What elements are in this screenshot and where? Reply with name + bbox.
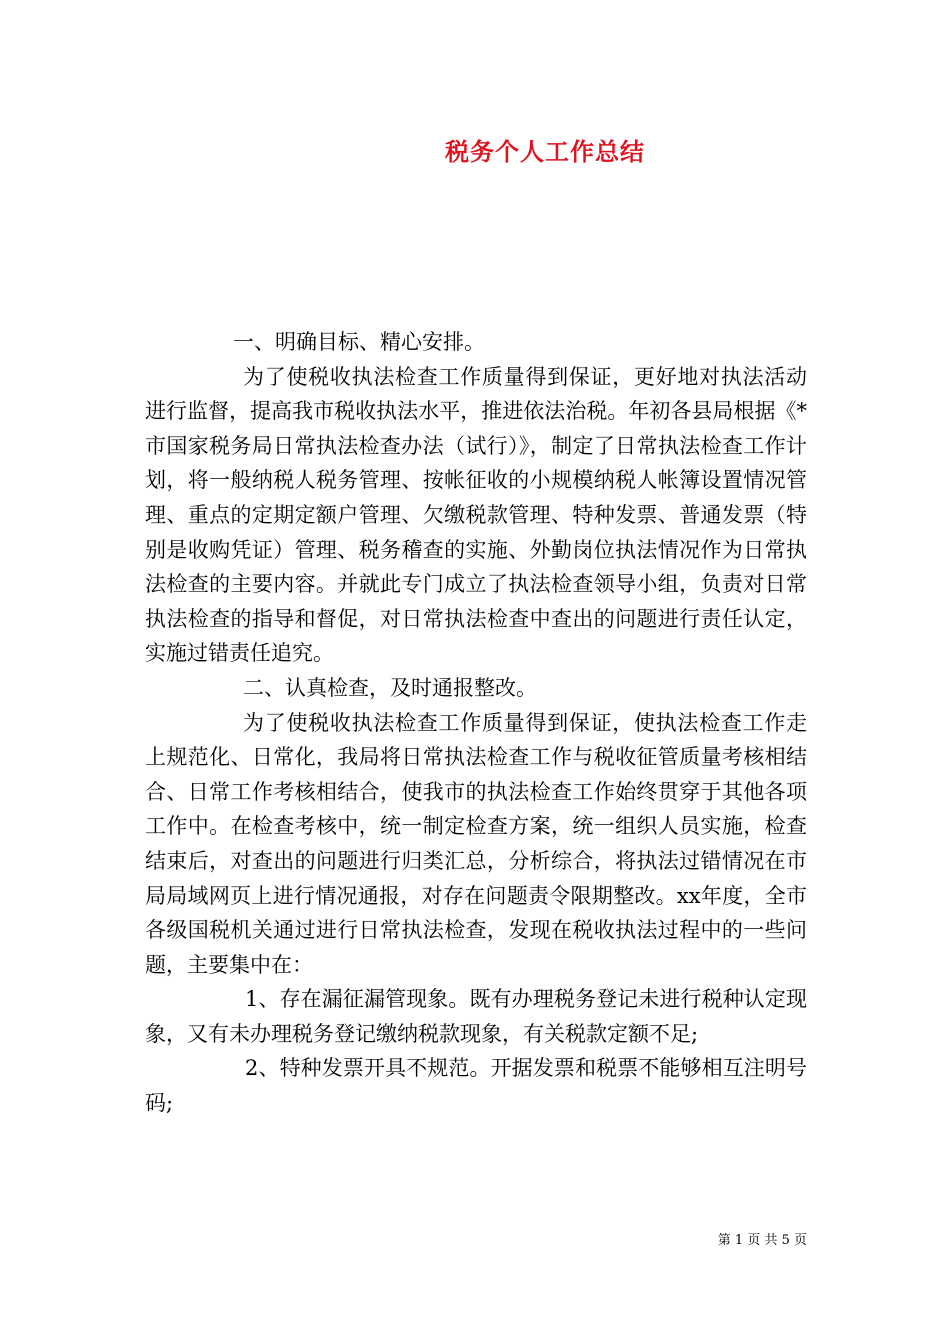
page-footer: 第 1 页 共 5 页 <box>717 1233 807 1248</box>
list-item-1: 1、存在漏征漏管现象。既有办理税务登记未进行税种认定现象，又有未办理税务登记缴纳税款现象，有关税款定额不足; <box>145 987 807 1046</box>
document-body <box>145 325 807 1121</box>
document-title: 税务个人工作总结 <box>445 138 645 166</box>
section-heading-2: 二、认真检查，及时通报整改。 <box>243 675 537 700</box>
paragraph-1: 为了使税收执法检查工作质量得到保证，更好地对执法活动进行监督，提高我市税收执法水平，推进依法治税。年初各县局根据《*市国家税务局日常执法检查办法（试行）》，制定了日常执法检查工作计划，将一般纳税人税务管理、按帐征收的小规模纳税人帐簿设置情况管理、重点的定期定额户管理、欠缴税款管理、特种发票、普通发票（特别是收购凭证）管理、税务稽查的实施、外勤岗位执法情况作为日常执法检查的主要内容。并就此专门成立了执法检查领导小组，负责对日常执法检查的指导和督促，对日常执法检查中查出的问题进行责任认定，实施过错责任追究。 <box>145 364 807 666</box>
list-item-2: 2、特种发票开具不规范。开据发票和税票不能够相互注明号码; <box>145 1056 807 1116</box>
paragraph-2: 为了使税收执法检查工作质量得到保证，使执法检查工作走上规范化、日常化，我局将日常执法检查工作与税收征管质量考核相结合、日常工作考核相结合，使我市的执法检查工作始终贯穿于其他各项工作中。在检查考核中，统一制定检查方案，统一组织人员实施，检查结束后，对查出的问题进行归类汇总，分析综合，将执法过错情况在市局局域网页上进行情况通报，对存在问题责令限期整改。xx年度，全市各级国税机关通过进行日常执法检查，发现在税收执法过程中的一些问题，主要集中在： <box>145 710 807 977</box>
section-heading-1: 一、明确目标、精心安排。 <box>233 330 485 354</box>
